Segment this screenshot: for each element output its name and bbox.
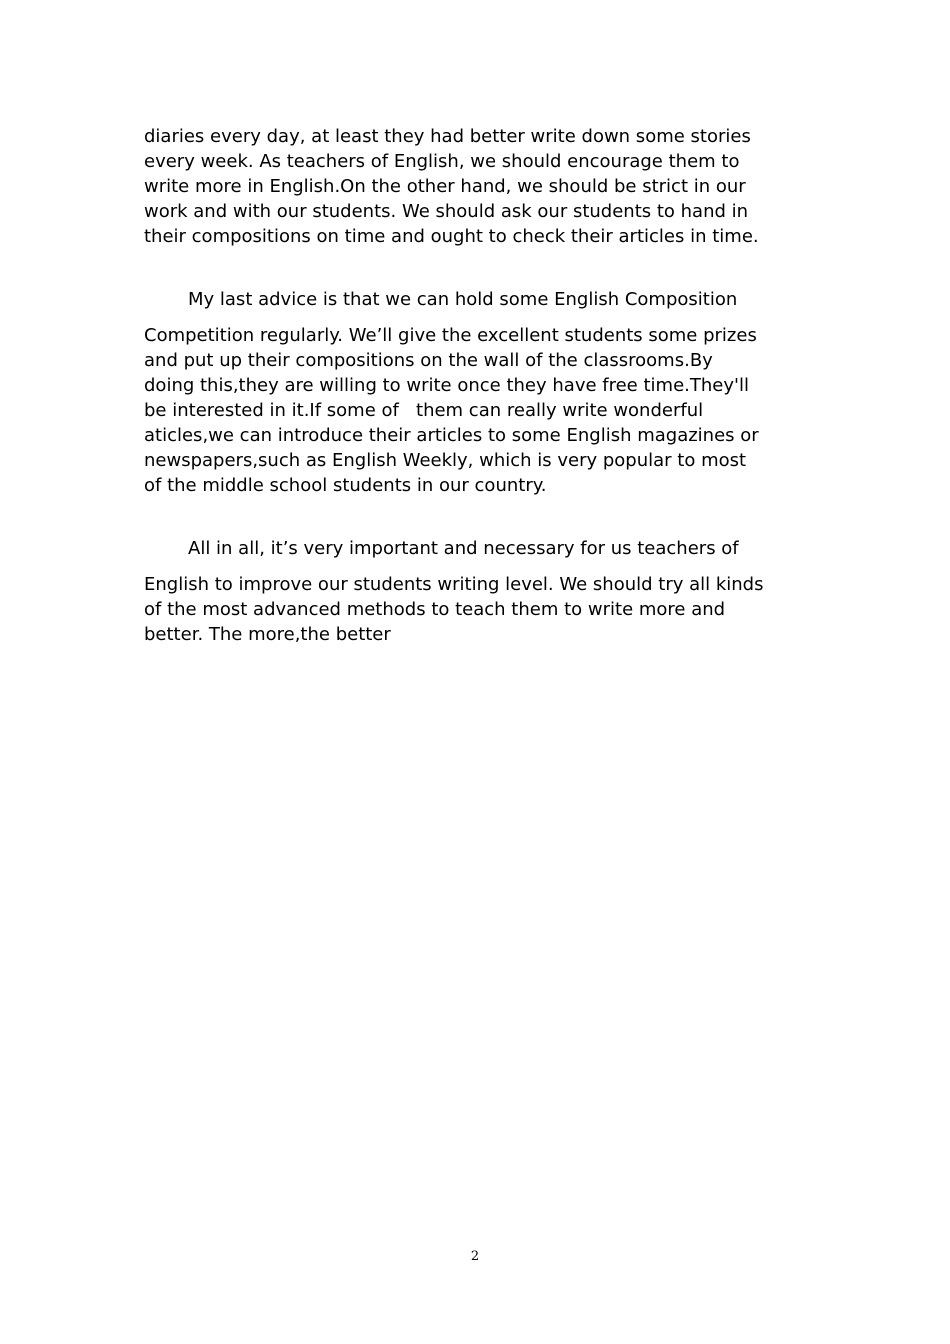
paragraph-line: of the most advanced methods to teach them to write more and — [144, 599, 726, 620]
paragraph-line: be interested in it.If some of them can really write wonderful — [144, 400, 704, 421]
paragraph-line: Competition regularly. We’ll give the excellent students some prizes — [144, 325, 757, 346]
paragraph-line: doing this,they are willing to write once they have free time.They'll — [144, 375, 749, 396]
paragraph-2-first-line: My last advice is that we can hold some English Composition — [188, 289, 738, 310]
page-number: 2 — [470, 1249, 480, 1264]
paragraph-line: of the middle school students in our country. — [144, 475, 547, 496]
paragraph-2 — [144, 323, 824, 498]
paragraph-line: and put up their compositions on the wall of the classrooms.By — [144, 350, 713, 371]
paragraph-line: better. The more,the better — [144, 624, 391, 645]
paragraph-line: work and with our students. We should ask our students to hand in — [144, 201, 749, 222]
paragraph-line: English to improve our students writing level. We should try all kinds — [144, 574, 764, 595]
paragraph-line: every week. As teachers of English, we should encourage them to — [144, 151, 740, 172]
paragraph-3 — [144, 572, 824, 647]
paragraph-line: newspapers,such as English Weekly, which is very popular to most — [144, 450, 747, 471]
paragraph-1 — [144, 124, 824, 249]
paragraph-line: diaries every day, at least they had better write down some stories — [144, 126, 751, 147]
paragraph-line: their compositions on time and ought to check their articles in time. — [144, 226, 759, 247]
paragraph-line: aticles,we can introduce their articles to some English magazines or — [144, 425, 759, 446]
paragraph-line: write more in English.On the other hand, we should be strict in our — [144, 176, 746, 197]
paragraph-3-first-line: All in all, it’s very important and necessary for us teachers of — [188, 538, 739, 559]
